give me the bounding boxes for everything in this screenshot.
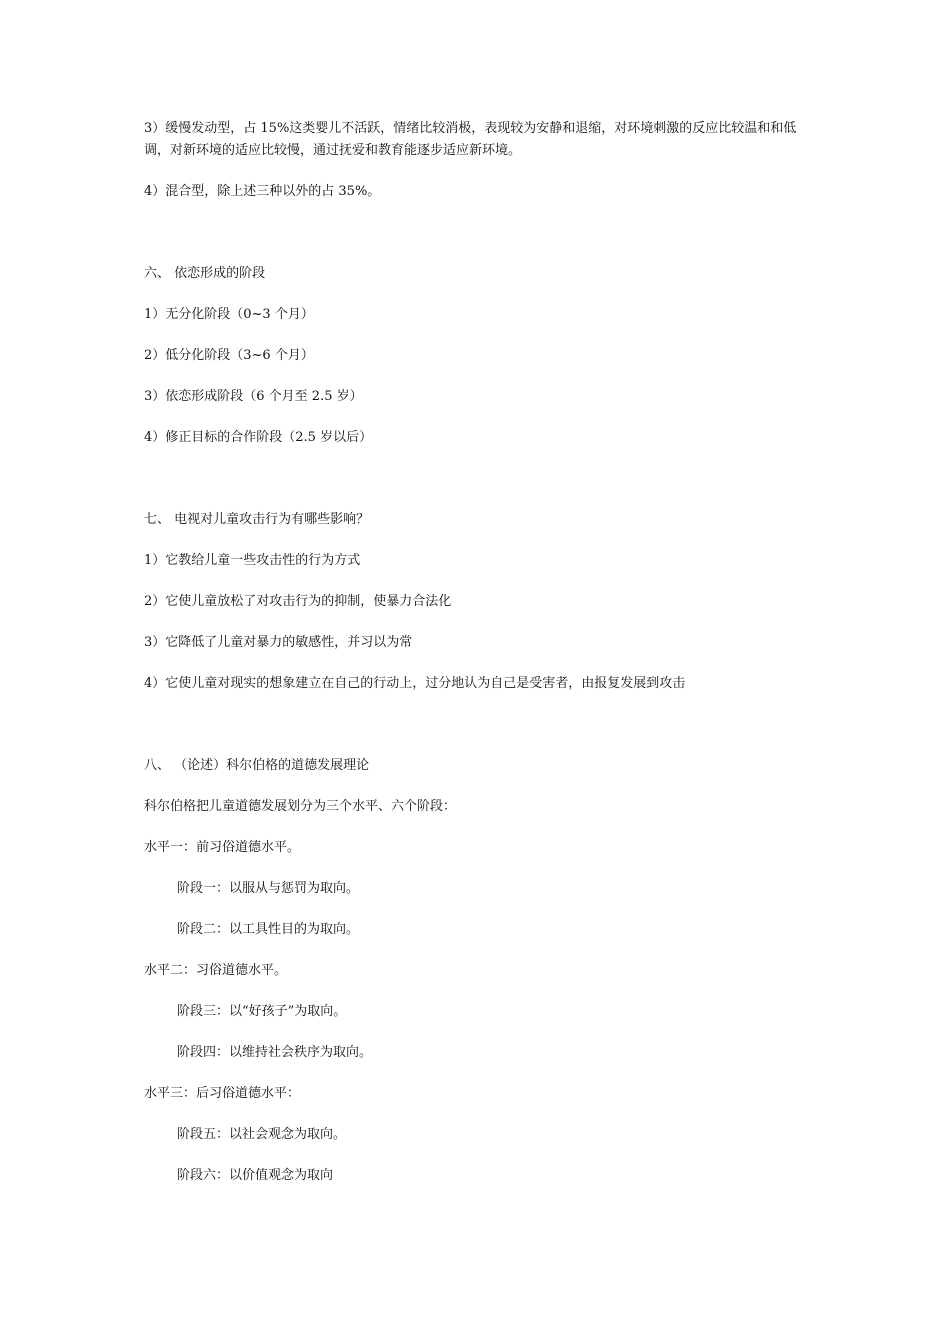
kohlberg-intro: 科尔伯格把儿童道德发展划分为三个水平、六个阶段： [144, 799, 457, 814]
tv-effect-3: 3）它降低了儿童对暴力的敏感性，并习以为常 [144, 635, 413, 650]
stage-6: 阶段六：以价值观念为取向 [177, 1168, 334, 1183]
stage-1: 阶段一：以服从与惩罚为取向。 [177, 881, 360, 896]
section-7-heading: 七、 电视对儿童攻击行为有哪些影响？ [144, 512, 370, 527]
section-8-heading: 八、 （论述）科尔伯格的道德发展理论 [144, 758, 370, 773]
level-1: 水平一：前习俗道德水平。 [144, 840, 301, 855]
tv-effect-4: 4）它使儿童对现实的想象建立在自己的行动上，过分地认为自己是受害者，由报复发展到攻击 [144, 676, 686, 691]
stage-5: 阶段五：以社会观念为取向。 [177, 1127, 347, 1142]
tv-effect-2: 2）它使儿童放松了对攻击行为的抑制，使暴力合法化 [144, 594, 452, 609]
level-3: 水平三：后习俗道德水平： [144, 1086, 301, 1101]
attachment-stage-1: 1）无分化阶段（0~3 个月） [144, 307, 314, 322]
stage-3: 阶段三：以“好孩子”为取向。 [177, 1004, 347, 1019]
temperament-item-3: 3）缓慢发动型，占 15%这类婴儿不活跃，情绪比较消极，表现较为安静和退缩，对环境刺激的反应比较温和和低调，对新环境的适应比较慢，通过抚爱和教育能逐步适应新环境。 [144, 121, 797, 158]
level-2: 水平二：习俗道德水平。 [144, 963, 288, 978]
attachment-stage-4: 4）修正目标的合作阶段（2.5 岁以后） [144, 430, 373, 445]
temperament-item-4: 4）混合型，除上述三种以外的占 35%。 [144, 184, 381, 199]
attachment-stage-2: 2）低分化阶段（3~6 个月） [144, 348, 314, 363]
document-body [144, 118, 809, 1187]
stage-4: 阶段四：以维持社会秩序为取向。 [177, 1045, 373, 1060]
tv-effect-1: 1）它教给儿童一些攻击性的行为方式 [144, 553, 361, 568]
section-6-heading: 六、 依恋形成的阶段 [144, 266, 266, 281]
attachment-stage-3: 3）依恋形成阶段（6 个月至 2.5 岁） [144, 389, 363, 404]
stage-2: 阶段二：以工具性目的为取向。 [177, 922, 360, 937]
